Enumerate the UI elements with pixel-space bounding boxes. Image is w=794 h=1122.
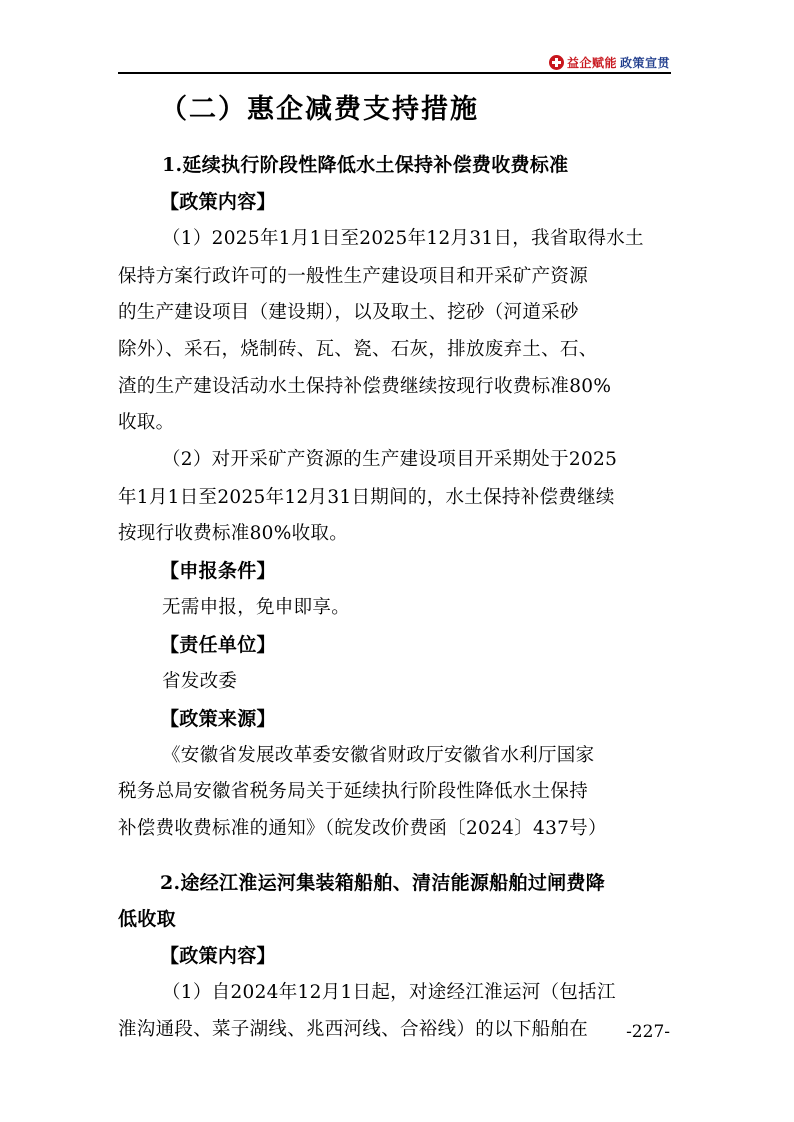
item1-title: 1.延续执行阶段性降低水土保持补偿费收费标准 <box>162 154 569 176</box>
item1-policy-content-label: 【政策内容】 <box>160 191 276 213</box>
item1-apply-text: 无需申报，免申即享。 <box>162 597 351 618</box>
section-title: （二）惠企减费支持措施 <box>160 94 479 125</box>
item1-source-label: 【政策来源】 <box>160 708 276 730</box>
item1-p1-line: 渣的生产建设活动水土保持补偿费继续按现行收费标准80% <box>118 376 612 397</box>
item1-apply-label: 【申报条件】 <box>160 560 276 582</box>
item2-p1-line: （1）自2024年12月1日起，对途经江淮运河（包括江 <box>162 982 616 1003</box>
item2-policy-content-label: 【政策内容】 <box>160 945 276 967</box>
logo-sub-text: 政策宣贯 <box>619 55 670 70</box>
item1-p1-line: 保持方案行政许可的一般性生产建设项目和开采矿产资源 <box>118 266 589 287</box>
item1-source-line: 税务总局安徽省税务局关于延续执行阶段性降低水土保持 <box>118 781 589 802</box>
item1-p1-line: 的生产建设项目（建设期），以及取土、挖砂（河道采砂 <box>118 302 579 323</box>
item1-p2-line: （2）对开采矿产资源的生产建设项目开采期处于2025 <box>162 449 618 470</box>
item1-source-line: 补偿费收费标准的通知》（皖发改价费函〔2024〕437号） <box>118 818 607 839</box>
item1-unit-text: 省发改委 <box>162 671 238 692</box>
item2-title-line: 低收取 <box>118 908 176 930</box>
item1-p1-line: （1）2025年1月1日至2025年12月31日，我省取得水土 <box>162 228 644 249</box>
item1-p1-line: 除外）、采石，烧制砖、瓦、瓷、石灰，排放废弃土、石、 <box>118 339 598 360</box>
header-logo <box>549 53 670 71</box>
item2-p1-line: 淮沟通段、菜子湖线、兆西河线、合裕线）的以下船舶在 <box>118 1019 589 1040</box>
item1-p2-line: 按现行收费标准80%收取。 <box>118 523 349 544</box>
logo-brand-text: 益企赋能 <box>566 55 617 70</box>
item1-p1-line: 收取。 <box>118 412 175 433</box>
item2-title-line: 2.途经江淮运河集装箱船舶、清洁能源船舶过闸费降 <box>160 872 606 894</box>
page-number: -227- <box>626 1022 670 1042</box>
item1-unit-label: 【责任单位】 <box>160 634 276 656</box>
item1-p2-line: 年1月1日至2025年12月31日期间的，水土保持补偿费继续 <box>118 487 615 508</box>
item1-source-line: 《安徽省发展改革委安徽省财政厅安徽省水利厅国家 <box>162 745 595 766</box>
brand-logo-icon <box>549 55 564 70</box>
header-rule <box>118 72 671 74</box>
